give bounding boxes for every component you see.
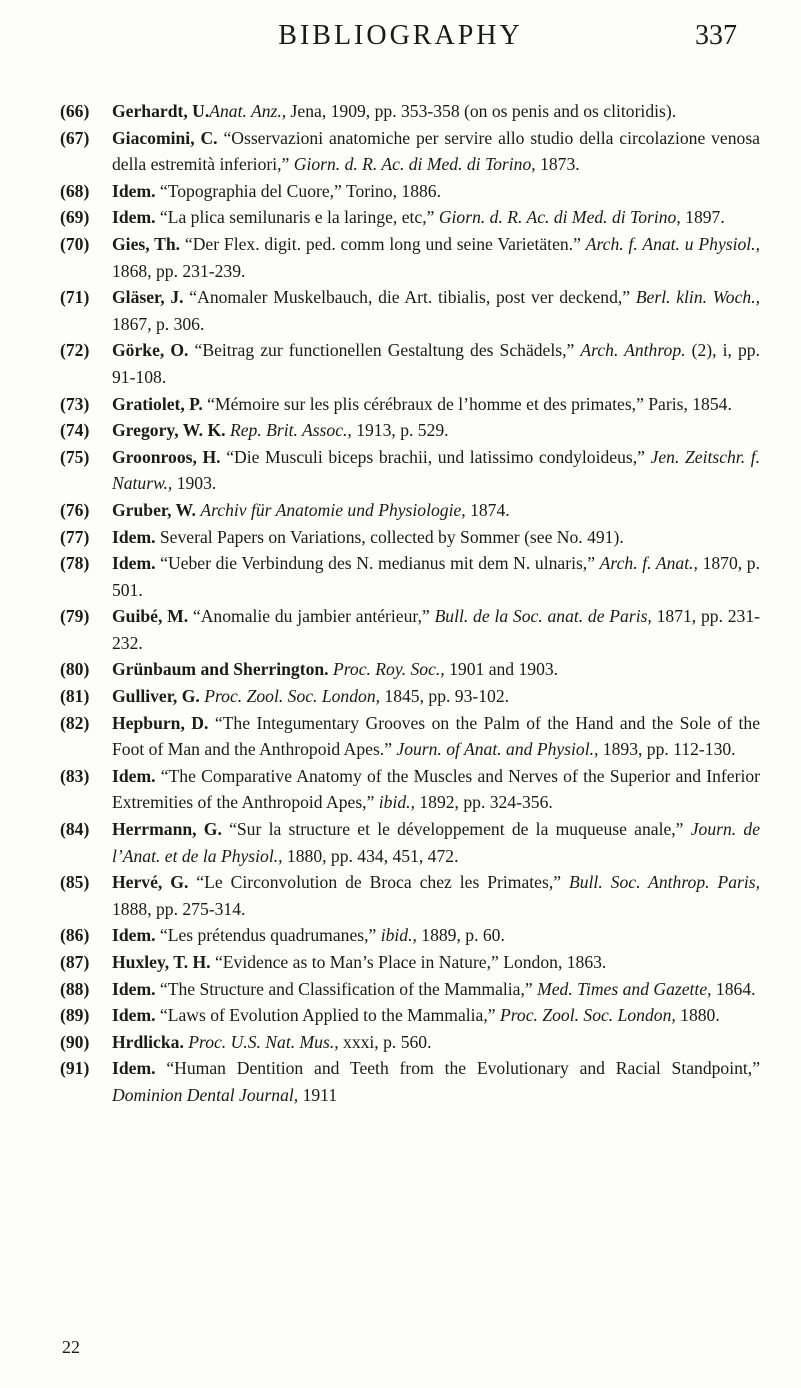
entry-title: Several Papers on Variations, collected by Sommer (see No. 491). <box>155 526 624 547</box>
entry-author: Grünbaum and Sherrington. <box>112 659 329 680</box>
entry-source: Archiv für Anatomie und Physiologie, <box>200 499 466 520</box>
entry-number: (69) <box>60 207 90 228</box>
entry-title: “Les prétendus quadrumanes,” <box>155 925 381 946</box>
bibliography-entry <box>60 231 760 284</box>
signature-mark: 22 <box>62 1337 80 1357</box>
entry-number: (91) <box>60 1058 90 1079</box>
entry-source: Anat. Anz., <box>209 101 287 121</box>
entry-author: Gies, Th. <box>112 233 181 254</box>
entry-source: ibid., <box>378 792 415 813</box>
entry-details: 1911 <box>298 1084 338 1105</box>
bibliography-entry <box>60 125 760 178</box>
bibliography-entry <box>60 976 760 1003</box>
entry-number: (74) <box>60 420 90 441</box>
entry-details: 1864. <box>711 978 756 999</box>
entry-author: Idem. <box>112 925 156 946</box>
entry-source: Rep. Brit. Assoc., <box>229 420 352 441</box>
entry-number: (83) <box>60 765 90 786</box>
entry-title: “Anomalie du jambier antérieur,” <box>188 606 435 627</box>
entry-source: Proc. Zool. Soc. London, <box>499 1005 676 1026</box>
entry-source: Med. Times and Gazette, <box>537 978 712 999</box>
entry-title: “Mémoire sur les plis cérébraux de l’homme et des primates,” Paris, 1854. <box>202 393 732 414</box>
entry-author: Herrmann, G. <box>112 819 222 840</box>
bibliography-entry <box>60 178 760 205</box>
entry-details: 1893, pp. 112-130. <box>598 739 736 760</box>
entry-author: Gregory, W. K. <box>112 420 226 441</box>
entry-title: “Anomaler Muskelbauch, die Art. tibialis, post ver deckend,” <box>183 287 636 308</box>
entry-details: 1889, p. 60. <box>416 925 505 946</box>
entry-details: 1897. <box>680 207 725 228</box>
entry-author: Idem. <box>112 978 156 999</box>
entry-author: Gerhardt, U. <box>112 101 210 121</box>
entry-number: (88) <box>60 978 90 999</box>
entry-details: 1880, pp. 434, 451, 472. <box>282 845 459 866</box>
bibliography-entry <box>60 284 760 337</box>
entry-author: Hrdlicka. <box>112 1031 184 1052</box>
entry-author: Huxley, T. H. <box>112 952 211 972</box>
entry-title: “The Integumentary Grooves on the Palm of the Hand and the Sole of the Foot of Man and the Anthropoid Apes.” <box>112 712 761 760</box>
entry-source: Proc. Zool. Soc. London, <box>204 686 381 707</box>
entry-details: 1870, p. 501. <box>112 553 761 600</box>
entry-number: (79) <box>60 606 90 627</box>
entry-details: 1873. <box>535 154 580 175</box>
entry-author: Hepburn, D. <box>112 712 209 733</box>
entry-details: (2), i, pp. 91-108. <box>112 340 761 387</box>
entry-source: Arch. f. Anat. u Physiol., <box>585 233 760 254</box>
page-number: 337 <box>695 20 737 51</box>
entry-author: Groonroos, H. <box>112 446 221 467</box>
entry-number: (86) <box>60 925 90 946</box>
bibliography-entry <box>60 683 760 710</box>
bibliography-entry <box>60 763 760 816</box>
bibliography-entry <box>60 98 760 125</box>
entry-details: 1892, pp. 324-356. <box>414 792 553 813</box>
entry-details: Jena, 1909, pp. 353-358 (on os penis and os clitoridis). <box>286 101 677 121</box>
entry-source: Berl. klin. Woch., <box>635 287 760 308</box>
bibliography-entry <box>60 497 760 524</box>
entry-source: Dominion Dental Journal, <box>112 1084 299 1105</box>
bibliography-entry <box>60 816 760 869</box>
entry-details: 1903. <box>172 473 217 494</box>
bibliography-entry <box>60 444 760 497</box>
entry-source: Bull. de la Soc. anat. de Paris, <box>434 606 652 627</box>
entry-title: “Der Flex. digit. ped. comm long und seine Varietäten.” <box>180 233 586 254</box>
entry-number: (70) <box>60 233 90 254</box>
entry-title: “Topographia del Cuore,” Torino, 1886. <box>155 180 441 201</box>
entry-number: (76) <box>60 499 90 520</box>
entry-details: xxxi, p. 560. <box>338 1031 432 1052</box>
bibliography-entry <box>60 391 760 418</box>
entry-author: Idem. <box>112 1005 156 1026</box>
entry-title: “Human Dentition and Teeth from the Evolutionary and Racial Standpoint,” <box>155 1058 760 1079</box>
entry-details: 1867, p. 306. <box>112 313 205 334</box>
entry-source: Giorn. d. R. Ac. di Med. di Torino, <box>293 154 536 175</box>
entry-number: (73) <box>60 393 90 414</box>
entry-author: Gruber, W. <box>112 499 196 520</box>
bibliography-entry <box>60 710 760 763</box>
entry-number: (84) <box>60 819 90 840</box>
entry-author: Gläser, J. <box>112 287 184 308</box>
entry-source: Proc. U.S. Nat. Mus., <box>188 1031 339 1052</box>
entry-title: “Ueber die Verbindung des N. medianus mit dem N. ulnaris,” <box>155 553 600 574</box>
bibliography-entry <box>60 337 760 390</box>
bibliography-entry <box>60 550 760 603</box>
bibliography-entry <box>60 869 760 922</box>
entry-title: “Beitrag zur functionellen Gestaltung des Schädels,” <box>188 340 581 361</box>
entry-number: (68) <box>60 180 90 201</box>
entry-number: (72) <box>60 340 90 361</box>
entry-source: Jen. Zeitschr. f. Naturw., <box>112 446 760 494</box>
bibliography-entry <box>60 1055 760 1108</box>
entry-title: “Evidence as to Man’s Place in Nature,” London, 1863. <box>210 952 607 972</box>
entry-author: Guibé, M. <box>112 606 189 627</box>
entry-details: 1888, pp. 275-314. <box>112 898 246 919</box>
entry-source: Giorn. d. R. Ac. di Med. di Torino, <box>438 207 681 228</box>
entry-details: 1868, pp. 231-239. <box>112 260 246 281</box>
entry-title: “La plica semilunaris e la laringe, etc,” <box>155 207 439 228</box>
entry-number: (66) <box>60 101 90 121</box>
entry-title: “Le Circonvolution de Broca chez les Primates,” <box>188 872 569 893</box>
entry-number: (87) <box>60 952 90 972</box>
entry-source: Arch. Anthrop. <box>580 340 686 361</box>
entry-author: Idem. <box>112 553 156 574</box>
entry-details: 1901 and 1903. <box>444 659 559 680</box>
entry-author: Hervé, G. <box>112 872 189 893</box>
entry-number: (80) <box>60 659 90 680</box>
bibliography-entry <box>60 1029 760 1056</box>
bibliography-entry <box>60 922 760 949</box>
entry-number: (85) <box>60 872 90 893</box>
bibliography-entry <box>60 603 760 656</box>
entry-number: (82) <box>60 712 90 733</box>
entry-number: (77) <box>60 526 90 547</box>
entry-details: 1845, pp. 93-102. <box>380 686 510 707</box>
entry-details: 1871, pp. 231-232. <box>112 606 760 653</box>
entry-title: “Osservazioni anatomiche per servire allo studio della circolazione venosa della estremità inferiori,” <box>112 127 760 175</box>
entry-author: Idem. <box>112 1058 156 1079</box>
entry-number: (81) <box>60 686 90 707</box>
entry-author: Gratiolet, P. <box>112 393 203 414</box>
page-header <box>0 20 801 70</box>
entry-author: Gulliver, G. <box>112 686 200 707</box>
entry-number: (89) <box>60 1005 90 1026</box>
entry-number: (75) <box>60 446 90 467</box>
entry-source: Bull. Soc. Anthrop. Paris, <box>569 872 760 893</box>
entry-author: Idem. <box>112 207 156 228</box>
entry-title: “Sur la structure et le développement de la muqueuse anale,” <box>221 819 691 840</box>
entry-author: Idem. <box>112 180 156 201</box>
entry-source: ibid., <box>380 925 417 946</box>
entry-number: (78) <box>60 553 90 574</box>
bibliography-entry <box>60 656 760 683</box>
entry-number: (90) <box>60 1031 90 1052</box>
entry-source: Arch. f. Anat., <box>599 553 698 574</box>
bibliography-entry <box>60 524 760 551</box>
entry-details: 1880. <box>675 1005 720 1026</box>
entry-title: “Die Musculi biceps brachii, und latissimo condyloideus,” <box>220 446 651 467</box>
entry-author: Idem. <box>112 526 156 547</box>
entry-author: Giacomini, C. <box>112 127 218 148</box>
entry-number: (67) <box>60 127 90 148</box>
entry-source: Journ. of Anat. and Physiol., <box>396 739 599 760</box>
entry-title: “The Structure and Classification of the Mammalia,” <box>155 978 538 999</box>
bibliography-entry <box>60 417 760 444</box>
bibliography-entry <box>60 949 760 976</box>
entry-source: Proc. Roy. Soc., <box>332 659 445 680</box>
entry-details: 1913, p. 529. <box>351 420 449 441</box>
entry-details: 1874. <box>465 499 510 520</box>
bibliography-entry <box>60 204 760 231</box>
entry-author: Idem. <box>112 765 156 786</box>
entry-author: Görke, O. <box>112 340 189 361</box>
bibliography-list <box>60 98 760 1109</box>
entry-title: “Laws of Evolution Applied to the Mammalia,” <box>155 1005 500 1026</box>
entry-title: “The Comparative Anatomy of the Muscles and Nerves of the Superior and Inferior Extremities of the Anthropoid Apes,” <box>112 765 760 813</box>
running-title: BIBLIOGRAPHY <box>278 20 523 51</box>
bibliography-entry <box>60 1002 760 1029</box>
entry-number: (71) <box>60 287 90 308</box>
entry-source: Journ. de l’Anat. et de la Physiol., <box>112 819 761 866</box>
